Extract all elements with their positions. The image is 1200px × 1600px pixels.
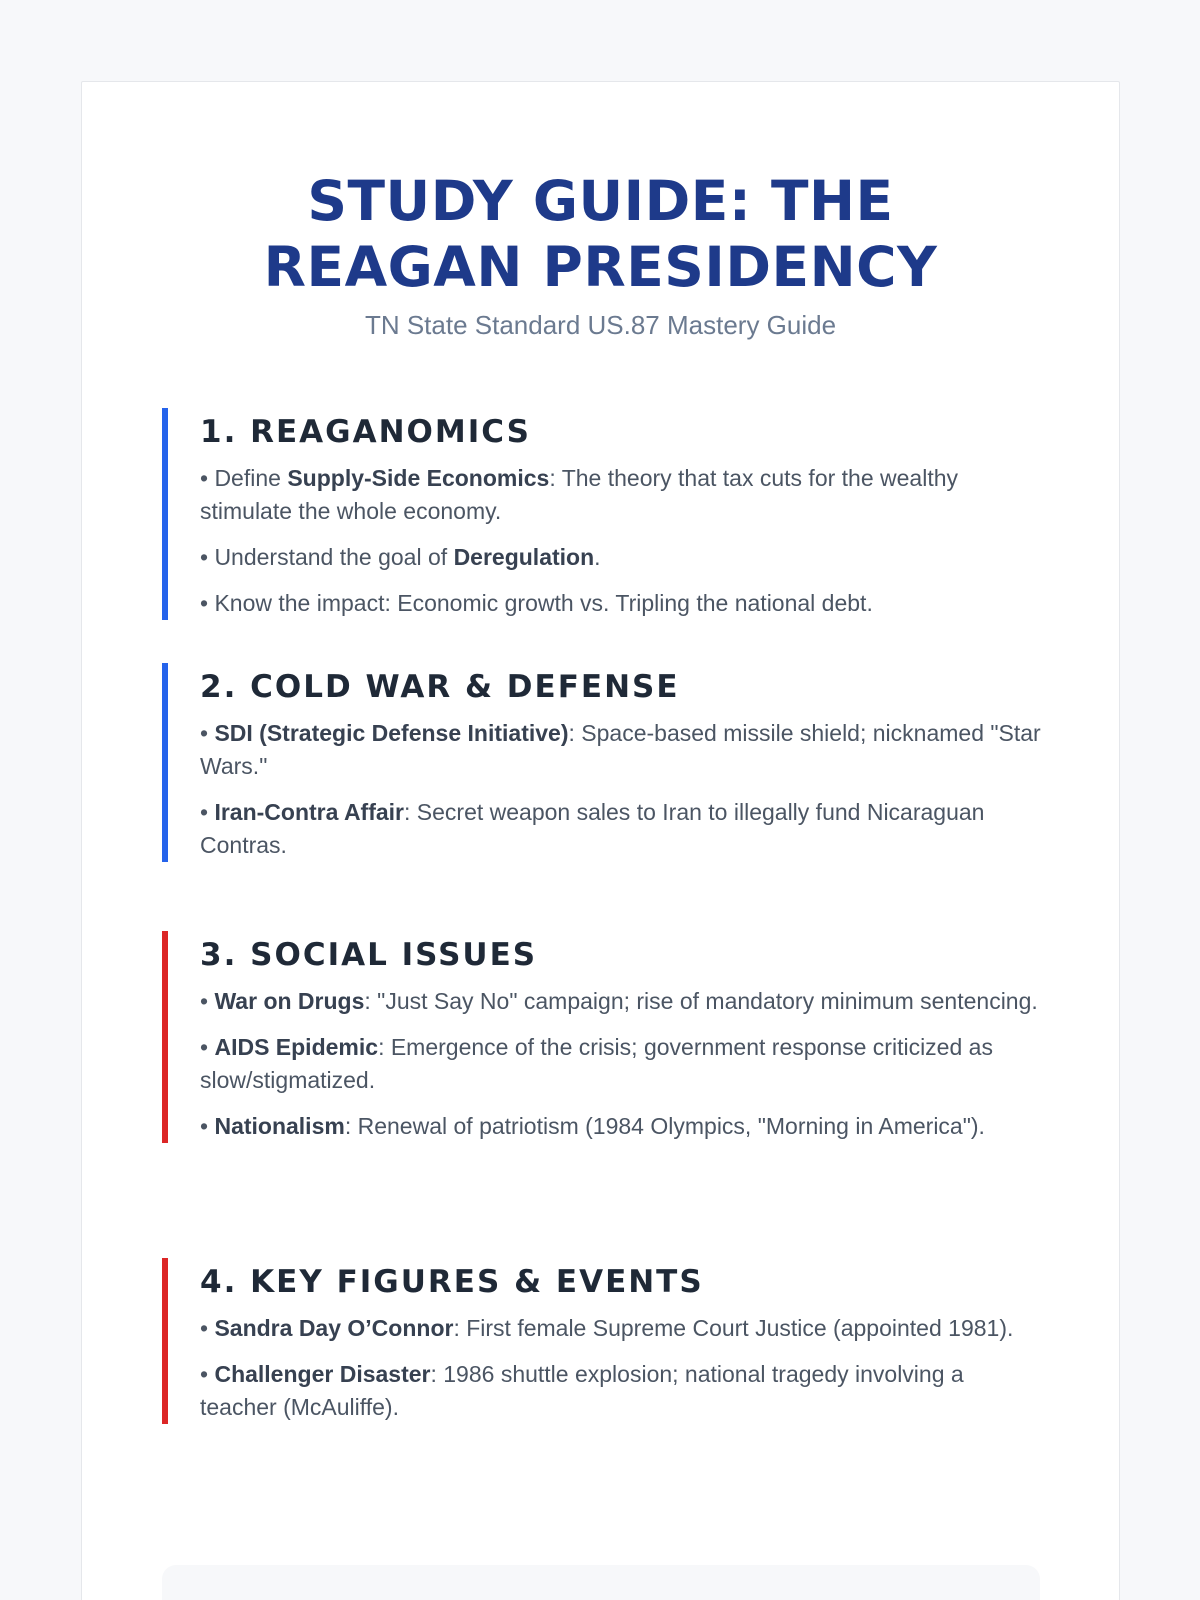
list-item: • Nationalism: Renewal of patriotism (1984 Olympics, "Morning in America"). [200, 1113, 985, 1139]
list-item: • Iran-Contra Affair: Secret weapon sales to Iran to illegally fund Nicaraguan Contras. [200, 799, 985, 858]
list-item: • Know the impact: Economic growth vs. Tripling the national debt. [200, 590, 873, 616]
title-line-1: STUDY GUIDE: THE [307, 169, 894, 233]
section-heading: 3. SOCIAL ISSUES [200, 937, 538, 973]
section-cold-war-defense [162, 663, 1042, 862]
title-line-2: REAGAN PRESIDENCY [263, 235, 938, 299]
list-item: • Understand the goal of Deregulation. [200, 544, 601, 570]
section-heading: 2. COLD WAR & DEFENSE [200, 669, 680, 705]
section-reaganomics [162, 408, 1042, 620]
list-item: • Challenger Disaster: 1986 shuttle explosion; national tragedy involving a teacher (McAuliffe). [200, 1361, 964, 1420]
page-subtitle: TN State Standard US.87 Mastery Guide [364, 310, 837, 340]
section-key-figures-events [162, 1258, 1042, 1424]
section-heading: 4. KEY FIGURES & EVENTS [200, 1264, 704, 1300]
list-item: • AIDS Epidemic: Emergence of the crisis; government response criticized as slow/stigmatized. [200, 1034, 993, 1093]
list-item: • SDI (Strategic Defense Initiative): Space-based missile shield; nicknamed "Star Wars." [200, 720, 1041, 779]
list-item: • War on Drugs: "Just Say No" campaign; rise of mandatory minimum sentencing. [200, 988, 1038, 1014]
page-title [82, 168, 1119, 300]
list-item: • Define Supply-Side Economics: The theory that tax cuts for the wealthy stimulate the whole economy. [200, 465, 959, 524]
section-heading: 1. REAGANOMICS [200, 414, 531, 450]
section-social-issues [162, 931, 1042, 1143]
study-guide-card [81, 81, 1120, 1600]
list-item: • Sandra Day O’Connor: First female Supreme Court Justice (appointed 1981). [200, 1315, 1014, 1341]
bottom-panel [162, 1565, 1040, 1600]
